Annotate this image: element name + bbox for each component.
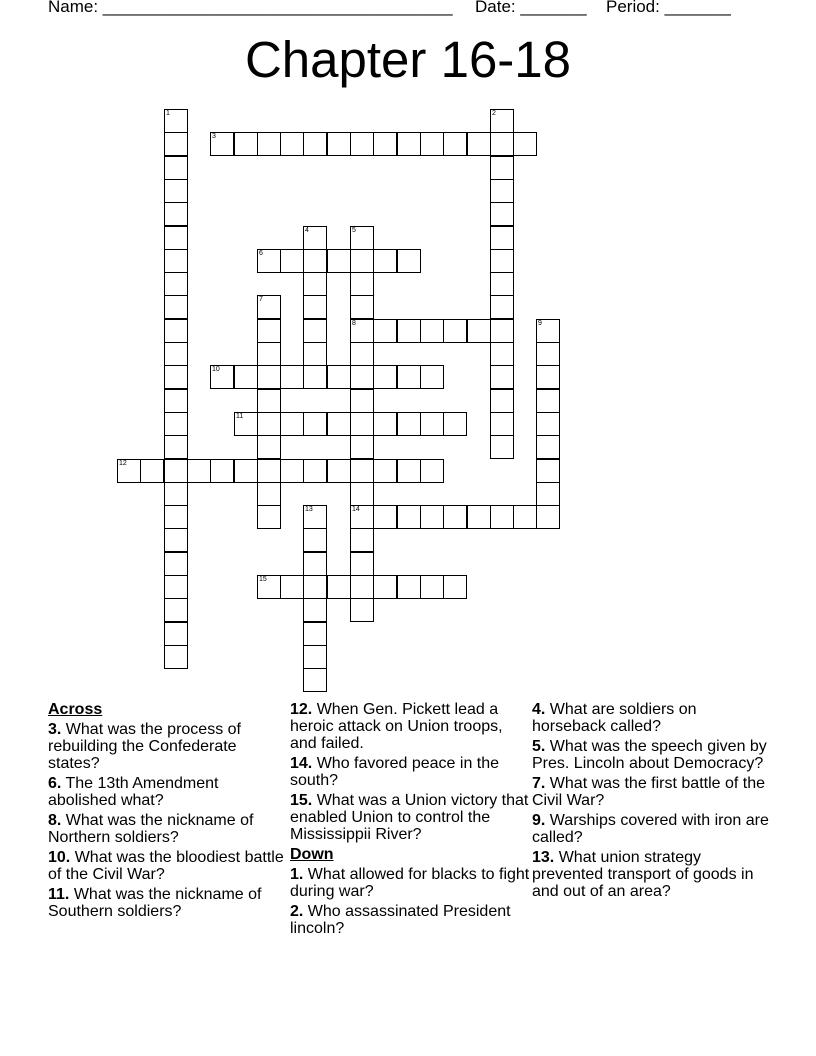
grid-cell[interactable] xyxy=(350,389,374,413)
grid-cell[interactable] xyxy=(164,179,188,203)
clue-across-11: 11. What was the nickname of Southern soldiers? xyxy=(48,886,262,920)
clue-down-4: 4. What are soldiers on horseback called? xyxy=(532,701,697,735)
grid-cell[interactable] xyxy=(164,272,188,296)
grid-cell[interactable] xyxy=(234,132,258,156)
grid-cell[interactable] xyxy=(490,179,514,203)
grid-cell[interactable] xyxy=(536,435,560,459)
grid-cell[interactable] xyxy=(536,459,560,483)
page-title: Chapter 16-18 xyxy=(244,31,572,88)
clue-down-2: 2. Who assassinated President lincoln? xyxy=(290,903,511,937)
grid-cell[interactable] xyxy=(350,226,374,250)
grid-cell[interactable] xyxy=(303,598,327,622)
grid-cell[interactable] xyxy=(257,505,281,529)
grid-cell[interactable] xyxy=(420,319,444,343)
grid-cell[interactable] xyxy=(210,132,234,156)
grid-cell[interactable] xyxy=(513,505,537,529)
grid-cell[interactable] xyxy=(490,412,514,436)
grid-cell[interactable] xyxy=(490,156,514,180)
grid-cell[interactable] xyxy=(257,295,281,319)
grid-cell[interactable] xyxy=(443,412,467,436)
grid-cell[interactable] xyxy=(397,505,421,529)
grid-cell[interactable] xyxy=(164,389,188,413)
grid-cell[interactable] xyxy=(467,132,491,156)
grid-cell[interactable] xyxy=(303,132,327,156)
grid-cell[interactable] xyxy=(350,295,374,319)
grid-cell[interactable] xyxy=(303,528,327,552)
clue-number: 13 xyxy=(305,506,313,513)
grid-cell[interactable] xyxy=(536,365,560,389)
grid-cell[interactable] xyxy=(490,132,514,156)
grid-cell[interactable] xyxy=(327,459,351,483)
grid-cell[interactable] xyxy=(490,249,514,273)
grid-cell[interactable] xyxy=(140,459,164,483)
grid-cell[interactable] xyxy=(303,342,327,366)
grid-cell[interactable] xyxy=(164,528,188,552)
grid-cell[interactable] xyxy=(164,249,188,273)
grid-cell[interactable] xyxy=(490,505,514,529)
grid-cell[interactable] xyxy=(373,412,397,436)
grid-cell[interactable] xyxy=(350,575,374,599)
grid-cell[interactable] xyxy=(350,319,374,343)
clue-number: 10 xyxy=(212,366,220,373)
grid-cell[interactable] xyxy=(164,645,188,669)
grid-cell[interactable] xyxy=(234,365,258,389)
clue-number: 8 xyxy=(352,320,356,327)
grid-cell[interactable] xyxy=(490,342,514,366)
grid-cell[interactable] xyxy=(303,505,327,529)
clue-down-5: 5. What was the speech given by Pres. Lincoln about Democracy? xyxy=(532,738,767,772)
grid-cell[interactable] xyxy=(397,459,421,483)
grid-cell[interactable] xyxy=(373,132,397,156)
grid-cell[interactable] xyxy=(164,202,188,226)
grid-cell[interactable] xyxy=(490,389,514,413)
grid-cell[interactable] xyxy=(164,575,188,599)
grid-cell[interactable] xyxy=(327,365,351,389)
grid-cell[interactable] xyxy=(397,412,421,436)
grid-cell[interactable] xyxy=(257,365,281,389)
grid-cell[interactable] xyxy=(280,365,304,389)
grid-cell[interactable] xyxy=(164,412,188,436)
clue-number: 7 xyxy=(259,296,263,303)
grid-cell[interactable] xyxy=(420,459,444,483)
clue-number: 1 xyxy=(166,110,170,117)
grid-cell[interactable] xyxy=(350,482,374,506)
grid-cell[interactable] xyxy=(397,365,421,389)
clue-number: 11 xyxy=(236,413,244,420)
clue-across-14: 14. Who favored peace in the south? xyxy=(290,755,500,789)
grid-cell[interactable] xyxy=(257,435,281,459)
grid-cell[interactable] xyxy=(303,295,327,319)
grid-cell[interactable] xyxy=(350,132,374,156)
grid-cell[interactable] xyxy=(350,412,374,436)
grid-cell[interactable] xyxy=(350,365,374,389)
grid-cell[interactable] xyxy=(443,132,467,156)
grid-cell[interactable] xyxy=(280,459,304,483)
grid-cell[interactable] xyxy=(350,459,374,483)
grid-cell[interactable] xyxy=(280,249,304,273)
grid-cell[interactable] xyxy=(303,226,327,250)
grid-cell[interactable] xyxy=(397,319,421,343)
grid-cell[interactable] xyxy=(257,412,281,436)
clue-down-13: 13. What union strategy prevented transport of goods in and out of an area? xyxy=(532,849,754,900)
grid-cell[interactable] xyxy=(490,202,514,226)
clue-down-9: 9. Warships covered with iron are called? xyxy=(532,812,769,846)
grid-cell[interactable] xyxy=(164,295,188,319)
grid-cell[interactable] xyxy=(234,412,258,436)
header-period: Period: _______ xyxy=(606,0,731,16)
grid-cell[interactable] xyxy=(327,132,351,156)
clues-column-1 xyxy=(48,701,288,923)
grid-cell[interactable] xyxy=(164,622,188,646)
grid-cell[interactable] xyxy=(303,272,327,296)
grid-cell[interactable] xyxy=(373,459,397,483)
grid-cell[interactable] xyxy=(397,575,421,599)
grid-cell[interactable] xyxy=(373,319,397,343)
grid-cell[interactable] xyxy=(210,459,234,483)
grid-cell[interactable] xyxy=(280,575,304,599)
grid-cell[interactable] xyxy=(257,342,281,366)
grid-cell[interactable] xyxy=(536,412,560,436)
grid-cell[interactable] xyxy=(303,459,327,483)
grid-cell[interactable] xyxy=(257,132,281,156)
down-heading: Down xyxy=(290,846,334,863)
grid-cell[interactable] xyxy=(303,645,327,669)
grid-cell[interactable] xyxy=(210,365,234,389)
grid-cell[interactable] xyxy=(164,365,188,389)
grid-cell[interactable] xyxy=(164,342,188,366)
header-name: Name: _____________________________________ xyxy=(48,0,453,16)
clue-down-7: 7. What was the first battle of the Civil War? xyxy=(532,775,766,809)
grid-cell[interactable] xyxy=(164,132,188,156)
clue-number: 12 xyxy=(119,460,127,467)
grid-cell[interactable] xyxy=(327,575,351,599)
grid-cell[interactable] xyxy=(490,109,514,133)
grid-cell[interactable] xyxy=(164,552,188,576)
clue-number: 15 xyxy=(259,576,267,583)
grid-cell[interactable] xyxy=(164,459,188,483)
clue-across-12: 12. When Gen. Pickett lead a heroic attack on Union troops, and failed. xyxy=(290,701,503,752)
grid-cell[interactable] xyxy=(303,319,327,343)
grid-cell[interactable] xyxy=(420,132,444,156)
grid-cell[interactable] xyxy=(164,226,188,250)
grid-cell[interactable] xyxy=(303,365,327,389)
clue-across-15: 15. What was a Union victory that enabled Union to control the Mississippii River? xyxy=(290,792,529,843)
grid-cell[interactable] xyxy=(164,109,188,133)
grid-cell[interactable] xyxy=(490,295,514,319)
header-date: Date: _______ xyxy=(475,0,587,16)
grid-cell[interactable] xyxy=(350,435,374,459)
grid-cell[interactable] xyxy=(350,552,374,576)
grid-cell[interactable] xyxy=(117,459,141,483)
grid-cell[interactable] xyxy=(303,622,327,646)
grid-cell[interactable] xyxy=(164,156,188,180)
grid-cell[interactable] xyxy=(443,505,467,529)
clue-across-3: 3. What was the process of rebuilding the Confederate states? xyxy=(48,721,241,772)
grid-cell[interactable] xyxy=(234,459,258,483)
clue-number: 6 xyxy=(259,250,263,257)
grid-cell[interactable] xyxy=(257,459,281,483)
clue-down-1: 1. What allowed for blacks to fight during war? xyxy=(290,866,530,900)
clue-number: 4 xyxy=(305,227,309,234)
grid-cell[interactable] xyxy=(257,482,281,506)
grid-cell[interactable] xyxy=(443,575,467,599)
grid-cell[interactable] xyxy=(513,132,537,156)
grid-cell[interactable] xyxy=(164,482,188,506)
grid-cell[interactable] xyxy=(350,342,374,366)
grid-cell[interactable] xyxy=(536,505,560,529)
grid-cell[interactable] xyxy=(350,505,374,529)
clue-number: 5 xyxy=(352,227,356,234)
grid-cell[interactable] xyxy=(397,132,421,156)
grid-cell[interactable] xyxy=(303,552,327,576)
grid-cell[interactable] xyxy=(420,412,444,436)
grid-cell[interactable] xyxy=(257,319,281,343)
grid-cell[interactable] xyxy=(536,389,560,413)
grid-cell[interactable] xyxy=(257,249,281,273)
clues-column-2 xyxy=(290,701,530,940)
clue-across-8: 8. What was the nickname of Northern soldiers? xyxy=(48,812,254,846)
grid-cell[interactable] xyxy=(164,598,188,622)
grid-cell[interactable] xyxy=(164,319,188,343)
clue-number: 14 xyxy=(352,506,360,513)
grid-cell[interactable] xyxy=(280,132,304,156)
grid-cell[interactable] xyxy=(350,249,374,273)
grid-cell[interactable] xyxy=(490,365,514,389)
clue-number: 2 xyxy=(492,110,496,117)
grid-cell[interactable] xyxy=(350,272,374,296)
clues-column-3 xyxy=(532,701,772,903)
grid-cell[interactable] xyxy=(397,249,421,273)
grid-cell[interactable] xyxy=(420,365,444,389)
grid-cell[interactable] xyxy=(373,365,397,389)
grid-cell[interactable] xyxy=(536,482,560,506)
grid-cell[interactable] xyxy=(467,319,491,343)
grid-cell[interactable] xyxy=(327,249,351,273)
grid-cell[interactable] xyxy=(257,389,281,413)
grid-cell[interactable] xyxy=(350,598,374,622)
grid-cell[interactable] xyxy=(420,505,444,529)
grid-cell[interactable] xyxy=(350,528,374,552)
grid-cell[interactable] xyxy=(327,412,351,436)
grid-cell[interactable] xyxy=(490,319,514,343)
clue-number: 3 xyxy=(212,133,216,140)
grid-cell[interactable] xyxy=(187,459,211,483)
grid-cell[interactable] xyxy=(490,226,514,250)
grid-cell[interactable] xyxy=(303,249,327,273)
grid-cell[interactable] xyxy=(536,342,560,366)
clue-across-10: 10. What was the bloodiest battle of the Civil War? xyxy=(48,849,284,883)
grid-cell[interactable] xyxy=(420,575,444,599)
grid-cell[interactable] xyxy=(257,575,281,599)
grid-cell[interactable] xyxy=(373,249,397,273)
grid-cell[interactable] xyxy=(164,505,188,529)
grid-cell[interactable] xyxy=(373,575,397,599)
grid-cell[interactable] xyxy=(467,505,491,529)
grid-cell[interactable] xyxy=(280,412,304,436)
grid-cell[interactable] xyxy=(303,575,327,599)
grid-cell[interactable] xyxy=(490,435,514,459)
clue-number: 9 xyxy=(538,320,542,327)
grid-cell[interactable] xyxy=(443,319,467,343)
across-heading: Across xyxy=(48,701,103,718)
clue-across-6: 6. The 13th Amendment abolished what? xyxy=(48,775,219,809)
grid-cell[interactable] xyxy=(490,272,514,296)
grid-cell[interactable] xyxy=(303,412,327,436)
grid-cell[interactable] xyxy=(164,435,188,459)
grid-cell[interactable] xyxy=(303,668,327,692)
grid-cell[interactable] xyxy=(536,319,560,343)
grid-cell[interactable] xyxy=(373,505,397,529)
